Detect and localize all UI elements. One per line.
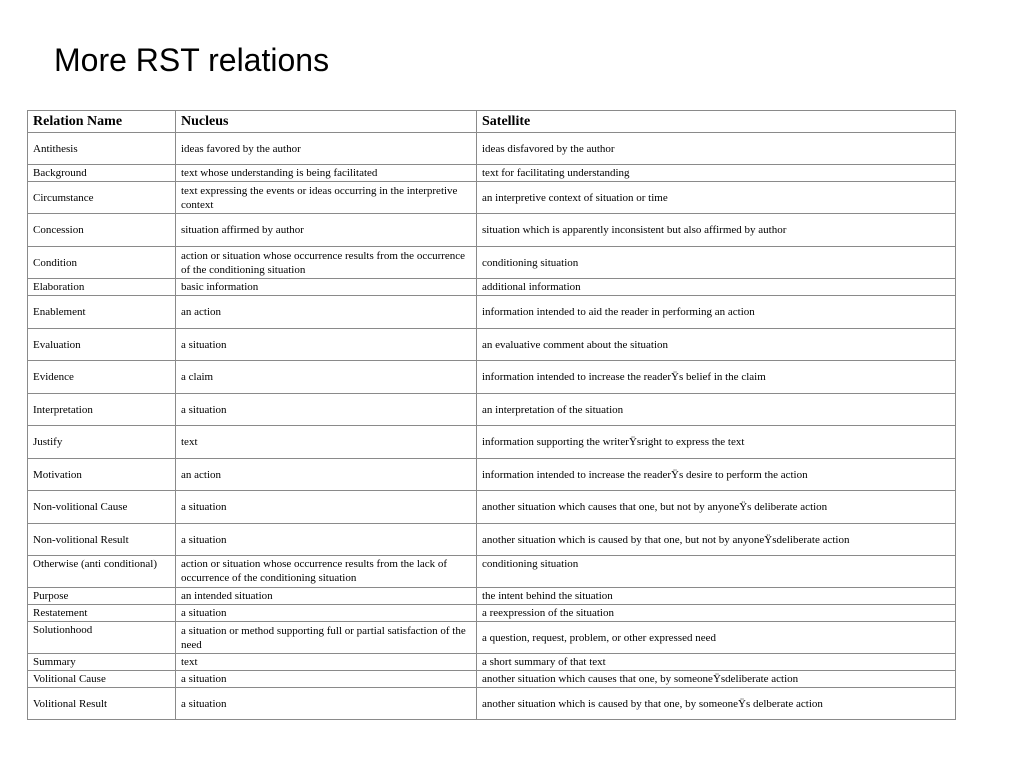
relation-name-cell: Elaboration: [28, 279, 176, 296]
nucleus-cell: text: [176, 426, 477, 459]
table-header-row: [28, 111, 956, 133]
header-nucleus: Nucleus: [176, 111, 477, 133]
relation-name-cell: Volitional Result: [28, 688, 176, 720]
nucleus-cell: a situation or method supporting full or partial satisfaction of the need: [176, 622, 477, 654]
satellite-cell: a question, request, problem, or other expressed need: [477, 622, 956, 654]
relation-name-cell: Non-volitional Cause: [28, 491, 176, 524]
table-row: [28, 622, 956, 654]
relation-name-cell: Volitional Cause: [28, 671, 176, 688]
relation-name-cell: Purpose: [28, 588, 176, 605]
nucleus-cell: text whose understanding is being facilitated: [176, 165, 477, 182]
satellite-cell: ideas disfavored by the author: [477, 133, 956, 165]
table-row: [28, 279, 956, 296]
satellite-cell: an interpretation of the situation: [477, 394, 956, 426]
relation-name-cell: Circumstance: [28, 182, 176, 214]
satellite-cell: another situation which causes that one, but not by anyoneŸs deliberate action: [477, 491, 956, 524]
slide-title: More RST relations: [54, 42, 330, 78]
relation-name-cell: Enablement: [28, 296, 176, 329]
relation-name-cell: Motivation: [28, 459, 176, 491]
nucleus-cell: a situation: [176, 671, 477, 688]
header-satellite: Satellite: [477, 111, 956, 133]
satellite-cell: information intended to increase the readerŸs belief in the claim: [477, 361, 956, 394]
table-row: [28, 459, 956, 491]
table-row: [28, 654, 956, 671]
table-row: [28, 688, 956, 720]
table-row: [28, 605, 956, 622]
table-row: [28, 394, 956, 426]
table-row: [28, 133, 956, 165]
nucleus-cell: text expressing the events or ideas occurring in the interpretive context: [176, 182, 477, 214]
relation-name-cell: Condition: [28, 247, 176, 279]
table-row: [28, 182, 956, 214]
relation-name-cell: Otherwise (anti conditional): [28, 556, 176, 588]
satellite-cell: another situation which causes that one, by someoneŸsdeliberate action: [477, 671, 956, 688]
satellite-cell: conditioning situation: [477, 556, 956, 588]
nucleus-cell: ideas favored by the author: [176, 133, 477, 165]
nucleus-cell: an intended situation: [176, 588, 477, 605]
rst-relations-table: [27, 110, 956, 720]
satellite-cell: situation which is apparently inconsistent but also affirmed by author: [477, 214, 956, 247]
nucleus-cell: situation affirmed by author: [176, 214, 477, 247]
satellite-cell: the intent behind the situation: [477, 588, 956, 605]
nucleus-cell: action or situation whose occurrence results from the lack of occurrence of the conditioning situation: [176, 556, 477, 588]
satellite-cell: another situation which is caused by that one, but not by anyoneŸsdeliberate action: [477, 524, 956, 556]
relation-name-cell: Concession: [28, 214, 176, 247]
satellite-cell: an evaluative comment about the situation: [477, 329, 956, 361]
nucleus-cell: a situation: [176, 491, 477, 524]
relation-name-cell: Antithesis: [28, 133, 176, 165]
table-row: [28, 214, 956, 247]
table-row: [28, 247, 956, 279]
relation-name-cell: Interpretation: [28, 394, 176, 426]
header-relation-name: Relation Name: [28, 111, 176, 133]
nucleus-cell: basic information: [176, 279, 477, 296]
satellite-cell: information supporting the writerŸsright to express the text: [477, 426, 956, 459]
satellite-cell: information intended to increase the readerŸs desire to perform the action: [477, 459, 956, 491]
relation-name-cell: Background: [28, 165, 176, 182]
table-row: [28, 524, 956, 556]
nucleus-cell: a situation: [176, 329, 477, 361]
satellite-cell: an interpretive context of situation or time: [477, 182, 956, 214]
nucleus-cell: a situation: [176, 605, 477, 622]
nucleus-cell: a situation: [176, 688, 477, 720]
nucleus-cell: a situation: [176, 394, 477, 426]
relation-name-cell: Non-volitional Result: [28, 524, 176, 556]
relation-name-cell: Solutionhood: [28, 622, 176, 654]
relation-name-cell: Summary: [28, 654, 176, 671]
satellite-cell: text for facilitating understanding: [477, 165, 956, 182]
nucleus-cell: a claim: [176, 361, 477, 394]
satellite-cell: a short summary of that text: [477, 654, 956, 671]
satellite-cell: information intended to aid the reader in performing an action: [477, 296, 956, 329]
relation-name-cell: Evaluation: [28, 329, 176, 361]
relation-name-cell: Restatement: [28, 605, 176, 622]
table-row: [28, 671, 956, 688]
satellite-cell: another situation which is caused by that one, by someoneŸs delberate action: [477, 688, 956, 720]
nucleus-cell: a situation: [176, 524, 477, 556]
satellite-cell: conditioning situation: [477, 247, 956, 279]
nucleus-cell: an action: [176, 459, 477, 491]
table-row: [28, 296, 956, 329]
relation-name-cell: Evidence: [28, 361, 176, 394]
nucleus-cell: text: [176, 654, 477, 671]
satellite-cell: a reexpression of the situation: [477, 605, 956, 622]
table-row: [28, 426, 956, 459]
nucleus-cell: an action: [176, 296, 477, 329]
table-row: [28, 588, 956, 605]
relation-name-cell: Justify: [28, 426, 176, 459]
table-row: [28, 491, 956, 524]
table-row: [28, 329, 956, 361]
nucleus-cell: action or situation whose occurrence results from the occurrence of the conditioning situation: [176, 247, 477, 279]
table-row: [28, 361, 956, 394]
table-row: [28, 165, 956, 182]
satellite-cell: additional information: [477, 279, 956, 296]
table-row: [28, 556, 956, 588]
